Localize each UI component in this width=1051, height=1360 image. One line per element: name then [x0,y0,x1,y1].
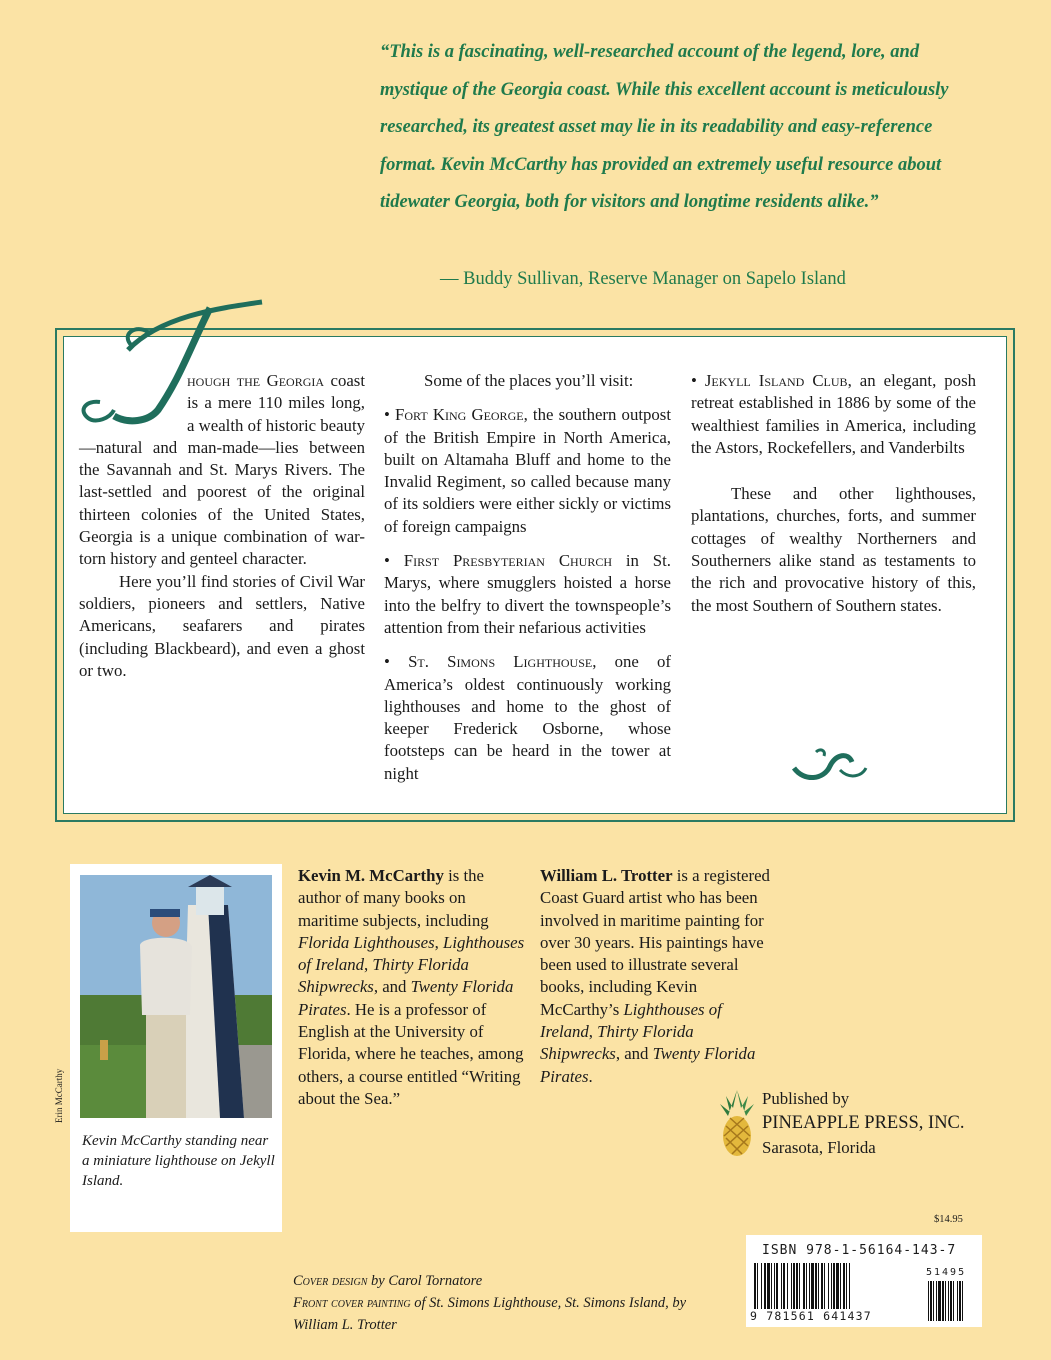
photo-credit: Erin McCarthy [54,1068,64,1123]
barcode-bar [796,1263,798,1309]
stories-paragraph: Here you’ll find stories of Civil War soldiers, pioneers and settlers, Native Americans, seafarers and pirates (including Blackbeard), and even a ghost or two. [79,571,365,680]
barcode-bar [938,1281,941,1321]
list-item: • First Presbyterian Church in St. Marys, where smugglers hoisted a horse into the belfry to divert the townspeople’s attention from their nefarious activities [384,551,672,637]
barcode-bar [828,1263,829,1309]
list-item: • St. Simons Lighthouse, one of America’s oldest continuously working lighthouses and home to the ghost of keeper Frederick Osborne, whose footsteps can be heard in the tower at night [384,652,671,783]
barcode-bar [793,1263,795,1309]
barcode-bar [776,1263,778,1309]
barcode-bar [849,1263,850,1309]
barcode-bar [933,1281,934,1321]
intro-paragraph: coast is a mere 110 miles long, a wealth of historic beauty—natural and man-made—lies between the Savannah and St. Marys Rivers. The last-settled and poorest of the original thirteen colonies of the United States, Georgia is a unique combination of war-torn history and genteel character. [79,371,366,569]
author-photo-card [70,864,282,1232]
barcode-bar [840,1263,841,1309]
closing-paragraph: These and other lighthouses, plantations, churches, forts, and summer cottages of wealthy Northerners and Southerners alike stand as testaments to the rich and provocative history of this, the most Southern of Southern states. [691,484,976,615]
review-quote: “This is a fascinating, well-researched account of the legend, lore, and mystique of the Georgia coast. While this excellent account is meticulously researched, its greatest asset may lie in its readability and easy-reference format. Kevin McCarthy has provided an extremely useful resource about tidewater Georgia, both for visitors and longtime residents alike.” [380,42,949,212]
barcode-bar [809,1263,810,1309]
barcode-bar [764,1263,766,1309]
barcode-bar [942,1281,944,1321]
barcode-bar [953,1281,954,1321]
barcode-bar [930,1281,932,1321]
barcode-bar [821,1263,823,1309]
barcode-bar [761,1263,762,1309]
barcode-bar [757,1263,758,1309]
barcode-bar [767,1263,770,1309]
artist-bio: William L. Trotter is a registered Coast Guard artist who has been involved in maritime painting for over 30 years. His paintings have been used to illustrate several books, including Kevin McCarthy’s Lighthouses of Ireland, Thirty Florida Shipwrecks, and Twenty Florida Pirates. [540,866,770,1086]
barcode-bar [824,1263,825,1309]
barcode-bar [928,1281,929,1321]
barcode-bar [950,1281,952,1321]
barcode-bar [799,1263,800,1309]
dropcap-lead: hough the Georgia [187,371,325,390]
pineapple-logo-icon [718,1088,756,1158]
barcode-bar [948,1281,949,1321]
barcode-bar [962,1281,963,1321]
barcode-bar [815,1263,817,1309]
barcode-bar [957,1281,958,1321]
cover-credits: Cover design by Carol Tornatore Front cover painting of St. Simons Lighthouse, St. Simons Island, by William L. Trotter [293,1273,687,1333]
barcode-bar [831,1263,832,1309]
list-item: • Fort King George, the southern outpost of the British Empire in North America, built on Altamaha Bluff and home to the Invalid Regiment, so called because many of its soldiers were either sickly or victims of foreign campaigns [384,405,671,536]
barcode-bar [787,1263,788,1309]
price: $14.95 [934,1214,963,1225]
description-column-3 [691,370,976,617]
barcode-bar [959,1281,961,1321]
description-column-2 [384,370,671,785]
barcode-bar [936,1281,937,1321]
barcode-bar [846,1263,847,1309]
photo-caption: Kevin McCarthy standing near a miniature lighthouse on Jekyll Island. [82,1133,275,1189]
barcode-bar [774,1263,775,1309]
barcode-bar [818,1263,819,1309]
author-photo [80,875,272,1118]
publisher-label: Published by [762,1089,850,1108]
barcode-bar [783,1263,785,1309]
barcode-bar [833,1263,835,1309]
barcode-bar [836,1263,839,1309]
publisher-name: PINEAPPLE PRESS, INC. [762,1113,965,1133]
barcode-addon: 51495 [926,1267,967,1278]
barcode-digits: 9 781561 641437 [750,1309,872,1323]
ornament-flourish-icon [790,746,870,786]
barcode-bar [811,1263,814,1309]
barcode-bar [754,1263,756,1309]
publisher-block [718,1088,998,1168]
places-intro: Some of the places you’ll visit: [424,371,634,390]
barcode-bar [803,1263,805,1309]
barcode-bar [771,1263,772,1309]
isbn-barcode [746,1235,982,1327]
isbn-text: ISBN 978-1-56164-143-7 [762,1243,957,1258]
description-column-1 [79,370,365,682]
list-item: • Jekyll Island Club, an elegant, posh retreat established in 1886 by some of the wealthiest families in America, including the Astors, Rockefellers, and Vanderbilts [691,371,976,457]
barcode-bar [791,1263,792,1309]
publisher-city: Sarasota, Florida [762,1138,876,1157]
review-attribution: — Buddy Sullivan, Reserve Manager on Sapelo Island [440,269,846,289]
barcode-bar [945,1281,946,1321]
barcode-bar [843,1263,845,1309]
author-bio: Kevin M. McCarthy is the author of many books on maritime subjects, including Florida Lighthouses, Lighthouses of Ireland, Thirty Florida Shipwrecks, and Twenty Florida Pirates. He is a professor of English at the University of Florida, where he teaches, among others, a course entitled “Writing about the Sea.” [298,866,525,1108]
barcode-bar [781,1263,782,1309]
barcode-bar [806,1263,807,1309]
